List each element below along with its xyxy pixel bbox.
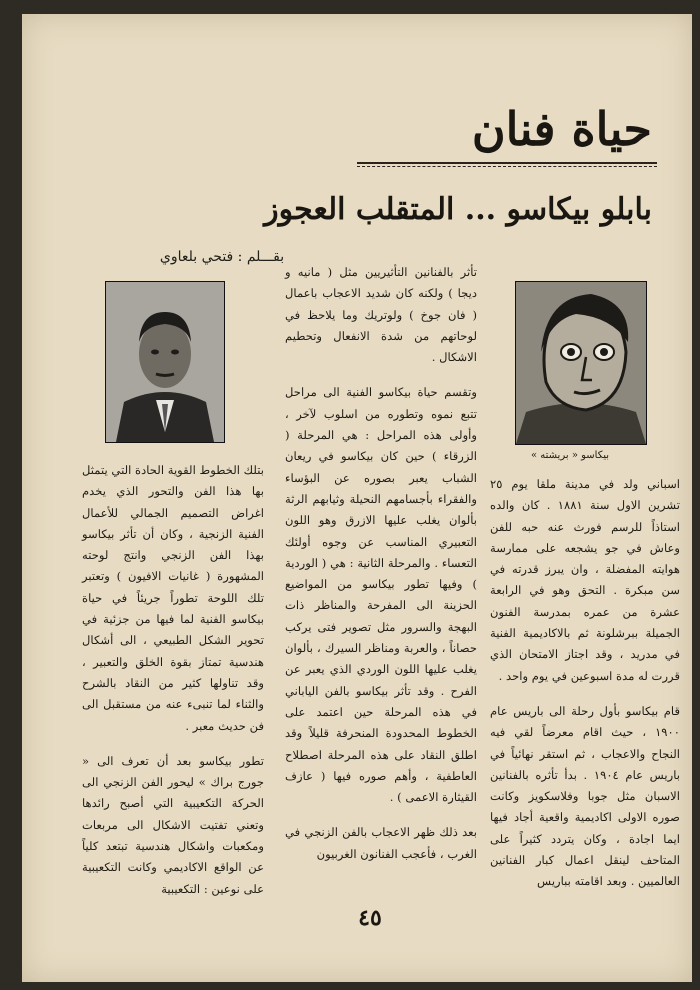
title-underline — [357, 162, 657, 164]
picasso-self-portrait — [515, 281, 647, 445]
page-number: ٤٥ — [358, 905, 382, 931]
picasso-portrait-image — [516, 282, 646, 444]
article-column-left — [82, 460, 264, 914]
section-title: حياة فنان — [471, 102, 652, 156]
paragraph: تطور بيكاسو بعد أن تعرف الى « جورج براك » ليحور الفن الزنجي الى الحركة التكعيبية التي أصبح رائدها وتعني تفتيت الاشكال الى مربعات ومكعبات واشكال هندسية تبتعد كلياً عن الواقع الاكاديمي وكانت التكعيبية على نوعين : التكعيبية — [82, 753, 264, 896]
paragraph: اسباني ولد في مدينة ملقا يوم ٢٥ تشرين الاول سنة ١٨٨١ . كان والده استاذاً للرسم فورث عنه حبه للفن وعاش في جو يشجعه على ممارسة هوايته المفضلة ، وان يبرز قدرته في سن مبكرة . التحق وهو في الرابعة عشرة من عمره بمدرسة الفنون الجميلة ببرشلونة ثم بالاكاديمية الفنية في مدريد ، وقد اجتاز الامتحان الذي قررت له مدة اسبوعين في يوم واحد . — [490, 477, 680, 683]
picasso-photo-caption: بيكاسو « بريشته » — [530, 450, 610, 461]
author-portrait-image — [106, 282, 224, 442]
article-headline: بابلو بيكاسو ... المتقلب العجوز — [264, 192, 652, 227]
article-column-right — [490, 474, 680, 907]
paragraph: بتلك الخطوط القوية الحادة التي يتمثل بها هذا الفن والتحور الذي يخدم اغراض التصميم الجمالي للأعمال الفنية الزنجية ، وكان أن تأثر بيكاسو بهذا الفن الزنجي وانتج لوحته المشهورة ( غانيات الافيون ) وتعتبر تلك اللوحة تطوراً جريئاً في حياة بيكاسو الفنية لما فيها من جزئية في تحوير الشكل الطبيعي ، الى أشكال هندسية تمتاز بقوة الخلق والتعبير ، وقد تناولها كثير من النقاد بالشرح والثناء لما تنبىء عنه من مستقبل الى فن حديث معبر . — [82, 463, 264, 733]
paragraph: وتقسم حياة بيكاسو الفنية الى مراحل تتبع نموه وتطوره من اسلوب لآخر ، وأولى هذه المراحل : هي المرحلة ( الزرقاء ) حين كان بيكاسو في ريعان الشباب يعبر بصوره عن البؤساء والفقراء بأجسامهم النحيلة وثيابهم الرثة بألوان يغلب عليها الازرق وهو اللون التعبيري المناسب عن وجوه أولئك التعساء . والمرحلة الثانية : هي ( الوردية ) وفيها تطور بيكاسو من المواضيع الحزينة الى المفرحة والمناظر ذات البهجة والسرور مثل تصوير فتى يركب حصاناً ، والعربة ومناظر السيرك ، بألوان يغلب عليها اللون الوردي الذي يعبر عن الفرح . وقد تأثر بيكاسو بالفن الياباني في هذه المرحلة حين اعتمد على الخطوط المحدودة المنحرفة قليلاً وقد اطلق النقاد على هذه المرحلة اصطلاح العاطفية ، وأهم صوره فيها ( عازف القيثارة الاعمى ) . — [285, 385, 477, 805]
title-underline-dashed — [357, 166, 657, 167]
paragraph: بعد ذلك ظهر الاعجاب بالفن الزنجي في الغرب ، فأعجب الفنانون الغربيون — [285, 825, 477, 861]
author-byline: بقـــلم : فتحي بلعاوي — [159, 249, 285, 265]
paragraph: قام بيكاسو بأول رحلة الى باريس عام ١٩٠٠ ، حيث اقام معرضاً لقي فيه النجاح والاعجاب ، ثم استقر نهائياً في باريس عام ١٩٠٤ . بدأ تأثره بالفنانين الاسبان مثل جوبا وفلاسكويز وكانت صوره الاولى اكاديمية واقعية أجاد فيها ايما اجادة ، وكان يتردد كثيراً على المتاحف لينقل اعمال كبار الفنانين العالميين . وبعد اقامته بباريس — [490, 703, 680, 889]
author-photo — [105, 281, 225, 443]
article-column-middle — [285, 262, 477, 879]
paragraph: تأثر بالفنانين التأثيريين مثل ( مانيه و ديجا ) ولكنه كان شديد الاعجاب باعمال ( فان جوخ ) ولوتريك وما يلاحظ في لوحاتهم من شدة الانفعال وتحطيم الاشكال . — [285, 265, 477, 365]
